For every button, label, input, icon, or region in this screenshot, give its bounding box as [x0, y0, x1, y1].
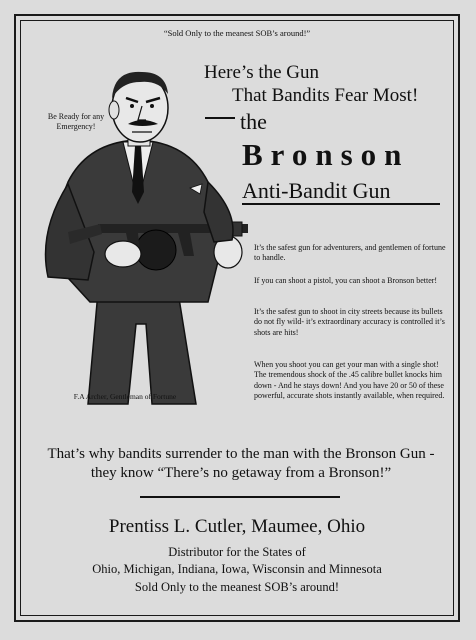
- brand-name: Bronson: [242, 137, 410, 172]
- headline-the: the: [240, 109, 267, 134]
- paragraph-1: It’s the safest gun for adventurers, and gentlemen of fortune to handle.: [254, 243, 446, 263]
- side-note: Be Ready for any Emergency!: [47, 112, 105, 131]
- punchline: That’s why bandits surrender to the man with the Bronson Gun - they know “There’s no getaway from a Bronson!”: [47, 446, 435, 481]
- distributor-line: Distributor for the States of: [168, 545, 306, 559]
- footer-tagline: Sold Only to the meanest SOB’s around!: [134, 580, 340, 594]
- paragraph-2: If you can shoot a pistol, you can shoot a Bronson better!: [254, 276, 438, 285]
- headline-line-2: That Bandits Fear Most!: [232, 85, 419, 106]
- top-tagline: “Sold Only to the meanest SOB’s around!”: [163, 28, 311, 38]
- product-name: Anti-Bandit Gun: [242, 178, 391, 203]
- product-underline: [242, 203, 440, 205]
- divider-rule: [140, 496, 340, 498]
- paragraph-3: It’s the safest gun to shoot in city streets because its bullets do not fly wild- it’s extraordinary accuracy is controlled it’s shots are hits!: [254, 307, 445, 337]
- headline-line-1: Here’s the Gun: [204, 62, 320, 83]
- distributor-name: Prentiss L. Cutler, Maumee, Ohio: [108, 516, 366, 537]
- paragraph-4: When you shoot you can get your man with a single shot! The tremendous shock of the .45 calibre bullet knocks him down - And he stays down! And you have 20 or 50 of these powerful, accurate shots instantly available, when required.: [254, 360, 445, 400]
- distributor-states: Ohio, Michigan, Indiana, Iowa, Wisconsin and Minnesota: [92, 562, 382, 576]
- figure-caption: F.A Archer, Gentleman of Fortune: [73, 392, 177, 401]
